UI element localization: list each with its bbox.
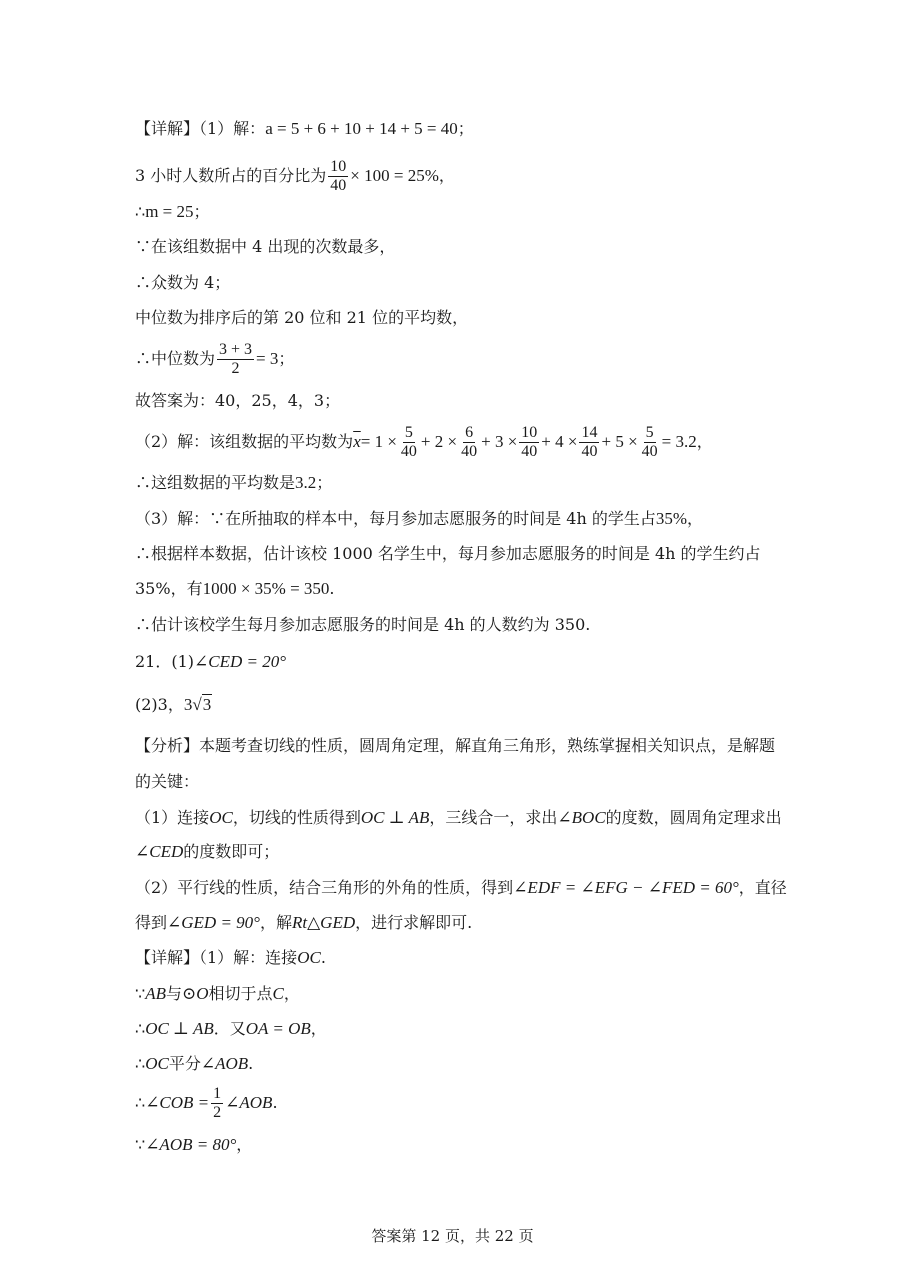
text-line: ∴∠COB = $\frac{1}{2}$ ∠AOB. <box>135 1085 278 1121</box>
text: ； <box>457 119 474 138</box>
math-expression: a = 5 + 6 + 10 + 14 + 5 = 40 <box>265 119 458 138</box>
text: 【详解】（1）解： <box>135 119 266 138</box>
text-line <box>135 577 335 601</box>
text: ∴众数为 4； <box>135 273 231 292</box>
text: ∴ <box>135 202 146 221</box>
fraction: $\frac{6}{40}$ <box>461 424 478 460</box>
text-line <box>135 693 212 717</box>
text-line <box>135 542 761 566</box>
text-line <box>135 117 474 141</box>
fraction: $\frac{14}{40}$ <box>581 424 598 460</box>
square-root: √3 <box>192 695 212 714</box>
text-line <box>135 271 230 295</box>
text: ∴ <box>135 1054 146 1073</box>
text: ∵ <box>135 984 146 1003</box>
text: ， <box>438 166 455 185</box>
fraction: $\frac{10}{40}$ <box>521 424 538 460</box>
text: ∵ <box>135 1135 146 1154</box>
text: 3 小时人数所占的百分比为 <box>135 166 327 185</box>
text: . <box>329 579 335 598</box>
page-footer: 答案第 12 页，共 22 页 <box>371 1227 534 1245</box>
math-expression: 3.2 <box>295 473 317 492</box>
mean-symbol: $\overline{x}$ <box>353 432 361 451</box>
text-line: （1）连接OC，切线的性质得到OC ⊥ AB，三线合一，求出∠BOC的度数，圆周角定理求出 <box>135 808 782 827</box>
text: 故答案为：40，25，4，3； <box>135 391 341 410</box>
text-line <box>135 507 703 531</box>
text: ； <box>193 202 210 221</box>
text-line: ∴OC平分∠AOB. <box>135 1054 254 1073</box>
text: ∴中位数为 <box>135 349 216 368</box>
question-number-21 <box>135 650 286 674</box>
text-line <box>135 306 468 330</box>
text-line <box>135 471 332 495</box>
text: （2）解：该组数据的平均数为 <box>135 432 354 451</box>
text-line: （2）解：该组数据的平均数为$\overline{x}= 1$ × $\frac{5}{40}$ + 2 × $\frac{6}{40}$ + 3 × $\frac{10}{40}$ + 4 × $\frac{14}{40}$ + 5 × $\frac{5}{40}$ = 3.2， <box>135 424 713 460</box>
text: (2)3， <box>135 695 184 714</box>
text: ； <box>316 473 333 492</box>
text-line <box>135 876 787 900</box>
text: 的关键： <box>135 772 200 791</box>
text: （3）解：∵在所抽取的样本中，每月参加志愿服务的时间是 4h 的学生占 <box>135 509 656 528</box>
text-line: 【详解】（1）解：连接OC. <box>135 948 326 967</box>
text-line: ∵AB与⊙O相切于点C， <box>135 984 300 1003</box>
text-line <box>135 389 340 413</box>
text-line <box>135 200 210 224</box>
text: ； <box>278 349 295 368</box>
text: ∴估计该校学生每月参加志愿服务的时间是 4h 的人数约为 350. <box>135 615 591 634</box>
text: 的度数即可； <box>183 842 280 861</box>
math-expression: 35% <box>655 509 688 528</box>
math-expression: × 100 = 25% <box>350 166 439 185</box>
text: ， <box>236 1135 253 1154</box>
math-expression: m = 25 <box>145 202 194 221</box>
text: 得到 <box>135 913 168 932</box>
text: 21．(1) <box>135 652 195 671</box>
text: 中位数为排序后的第 20 位和 21 位的平均数， <box>135 308 469 327</box>
math-expression: 1000 × 35% = 350 <box>202 579 330 598</box>
text: ∴ <box>135 1093 146 1112</box>
text-line <box>135 613 590 637</box>
math-expression: ∠CED = 20° <box>194 652 287 671</box>
math-expression: 3 <box>183 695 193 714</box>
text: （1）连接 <box>135 808 210 827</box>
math-expression: ∠EDF = ∠EFG − ∠FED = 60° <box>513 878 739 897</box>
text: ∴ <box>135 1019 146 1038</box>
text: ，直径 <box>738 878 787 897</box>
text: 35%，有 <box>135 579 203 598</box>
text-line <box>135 340 294 378</box>
text: ∵在该组数据中 4 出现的次数最多， <box>135 237 396 256</box>
text-line <box>135 734 775 758</box>
text: 【详解】（1）解：连接 <box>135 948 298 967</box>
text-line: ∠CED的度数即可； <box>135 842 280 861</box>
text: ∴这组数据的平均数是 <box>135 473 296 492</box>
text: ∴根据样本数据，估计该校 1000 名学生中，每月参加志愿服务的时间是 4h 的学生约占 <box>135 544 761 563</box>
fraction: $\frac{1}{2}$ <box>213 1085 222 1121</box>
text-line <box>135 235 395 259</box>
math-expression: ∠AOB = 80° <box>145 1135 237 1154</box>
fraction: $\frac{5}{40}$ <box>400 424 417 460</box>
text-line <box>135 158 455 195</box>
text: ， <box>696 432 713 451</box>
text: （2）平行线的性质，结合三角形的外角的性质，得到 <box>135 878 514 897</box>
fraction: $\frac{10}{40}$ <box>330 158 347 194</box>
text-line <box>135 1133 252 1157</box>
text-line: ∴OC ⊥ AB．又OA = OB， <box>135 1019 327 1038</box>
text-line: 得到∠GED = 90°，解Rt△GED，进行求解即可. <box>135 913 473 932</box>
fraction: $\frac{3 + 3}{2}$ <box>219 341 253 377</box>
text: ， <box>687 509 704 528</box>
text-line <box>135 770 199 794</box>
fraction: $\frac{5}{40}$ <box>641 424 658 460</box>
text: 【分析】本题考查切线的性质，圆周角定理，解直角三角形，熟练掌握相关知识点，是解题 <box>135 736 776 755</box>
math-expression: = 3 <box>256 349 279 368</box>
